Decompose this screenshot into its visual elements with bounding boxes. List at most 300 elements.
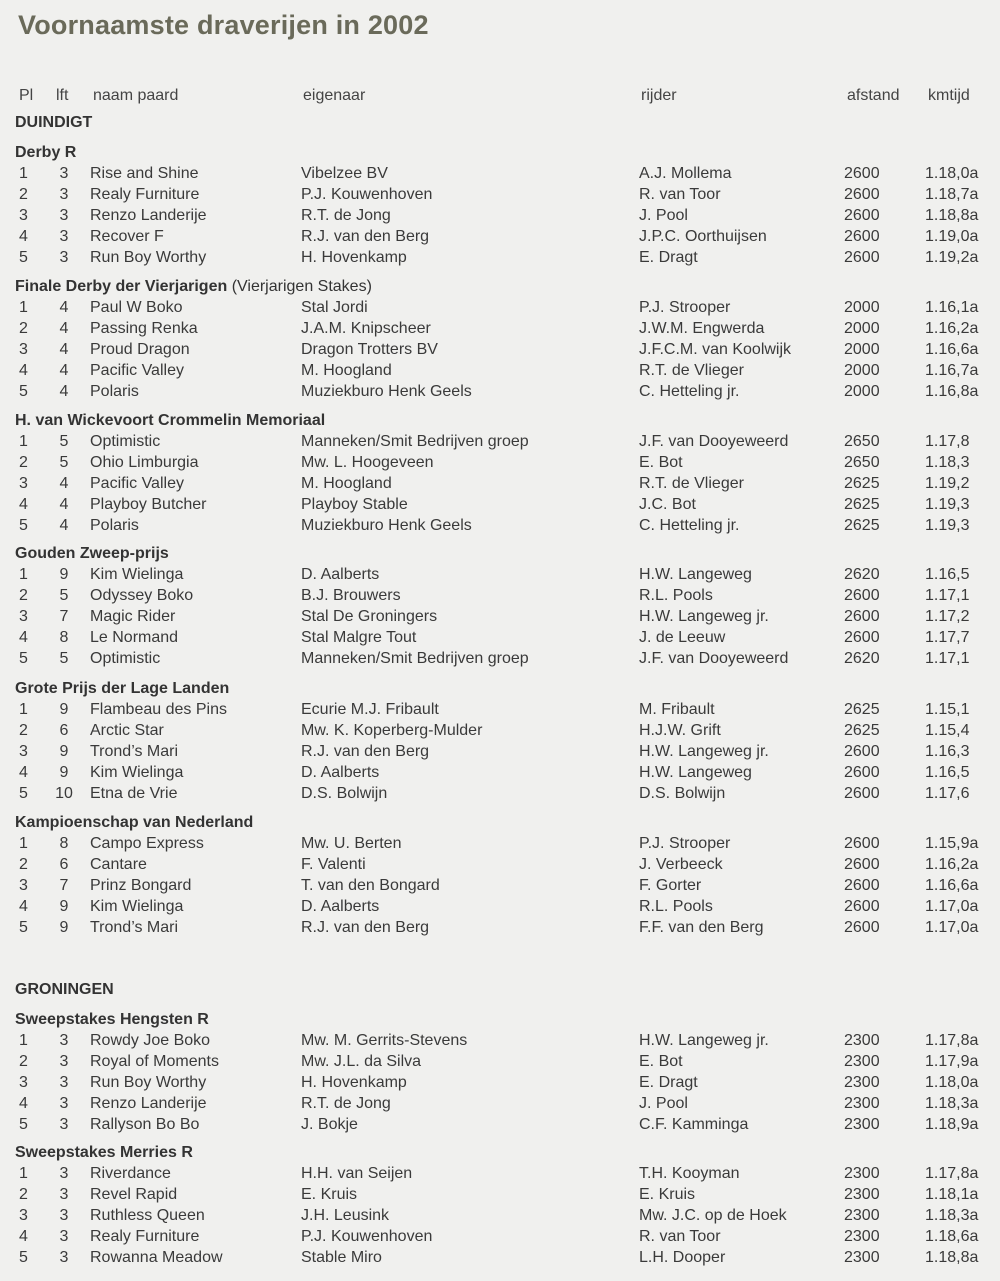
place-cell: 4 (19, 1094, 28, 1112)
table-row (0, 764, 1000, 785)
driver-cell: F. Gorter (639, 876, 702, 894)
age-cell: 3 (59, 1185, 69, 1203)
table-row (0, 1032, 1000, 1053)
km-time-cell: 1.17,0a (925, 918, 979, 936)
distance-cell: 2600 (844, 185, 880, 203)
table-row (0, 856, 1000, 877)
distance-cell: 2600 (844, 835, 880, 852)
owner-cell: Vibelzee BV (301, 165, 388, 182)
age-cell: 3 (59, 1248, 69, 1266)
km-time-cell: 1.18,0a (925, 165, 979, 182)
km-time-cell: 1.17,6 (925, 784, 970, 802)
place-cell: 4 (19, 897, 28, 915)
place-cell: 3 (19, 607, 28, 625)
table-row (0, 517, 1000, 538)
place-cell: 1 (19, 299, 28, 316)
place-cell: 5 (19, 516, 28, 534)
place-cell: 3 (19, 206, 28, 224)
table-row (0, 249, 1000, 270)
race-name: Grote Prijs der Lage Landen (15, 680, 230, 697)
age-cell: 10 (55, 784, 73, 802)
distance-cell: 2600 (844, 763, 880, 781)
table-row (0, 722, 1000, 743)
driver-cell: J. Pool (639, 206, 688, 224)
place-cell: 2 (19, 1185, 28, 1203)
race-name: Finale Derby der Vierjarigen (15, 278, 228, 295)
horse-name-cell: Trond’s Mari (90, 742, 179, 760)
table-row (0, 877, 1000, 898)
race-heading (15, 1144, 193, 1162)
age-cell: 4 (59, 319, 69, 337)
horse-name-cell: Rallyson Bo Bo (90, 1115, 200, 1133)
horse-name-cell: Rowanna Meadow (90, 1248, 223, 1266)
place-cell: 2 (19, 586, 28, 604)
distance-cell: 2600 (844, 742, 880, 760)
race-name: Derby R (15, 144, 77, 161)
owner-cell: Manneken/Smit Bedrijven groep (301, 649, 529, 667)
horse-name-cell: Odyssey Boko (90, 586, 194, 604)
km-time-cell: 1.16,2a (925, 855, 979, 873)
table-row (0, 341, 1000, 362)
distance-cell: 2300 (844, 1073, 880, 1091)
age-cell: 6 (59, 721, 69, 739)
owner-cell: R.J. van den Berg (301, 742, 430, 760)
place-cell: 4 (19, 361, 28, 379)
place-cell: 4 (19, 495, 28, 513)
age-cell: 4 (59, 495, 69, 513)
distance-cell: 2300 (844, 1165, 880, 1182)
distance-cell: 2620 (844, 566, 880, 583)
distance-cell: 2000 (844, 382, 880, 400)
owner-cell: P.J. Kouwenhoven (301, 1227, 433, 1245)
owner-cell: Mw. L. Hoogeveen (301, 453, 434, 471)
distance-cell: 2625 (844, 701, 880, 718)
age-cell: 3 (59, 165, 69, 182)
owner-cell: Stable Miro (301, 1248, 382, 1266)
horse-name-cell: Pacific Valley (90, 474, 184, 492)
distance-cell: 2650 (844, 453, 880, 471)
table-row (0, 496, 1000, 517)
table-row (0, 1074, 1000, 1095)
distance-cell: 2625 (844, 495, 880, 513)
age-cell: 3 (59, 1206, 69, 1224)
distance-cell: 2600 (844, 206, 880, 224)
horse-name-cell: Cantare (90, 855, 147, 873)
driver-cell: R.T. de Vlieger (639, 361, 744, 379)
place-cell: 2 (19, 855, 28, 873)
owner-cell: M. Hoogland (301, 361, 392, 379)
km-time-cell: 1.16,6a (925, 876, 979, 894)
driver-cell: C.F. Kamminga (639, 1115, 749, 1133)
race-name: Sweepstakes Hengsten R (15, 1011, 209, 1028)
driver-cell: E. Dragt (639, 248, 698, 266)
place-cell: 3 (19, 340, 28, 358)
table-row (0, 433, 1000, 454)
horse-name-cell: Riverdance (90, 1165, 171, 1182)
distance-cell: 2000 (844, 361, 880, 379)
age-cell: 3 (59, 1115, 69, 1133)
horse-name-cell: Run Boy Worthy (90, 248, 207, 266)
table-row (0, 299, 1000, 320)
horse-name-cell: Prinz Bongard (90, 876, 192, 894)
region-heading: DUINDIGT (15, 114, 93, 131)
owner-cell: Stal Malgre Tout (301, 628, 417, 646)
owner-cell: H. Hovenkamp (301, 248, 407, 266)
driver-cell: E. Bot (639, 1052, 683, 1070)
place-cell: 4 (19, 227, 28, 245)
col-afstand-header: afstand (847, 87, 900, 104)
driver-cell: J.P.C. Oorthuijsen (639, 227, 767, 245)
owner-cell: E. Kruis (301, 1185, 358, 1203)
place-cell: 1 (19, 566, 28, 583)
km-time-cell: 1.18,7a (925, 185, 979, 203)
km-time-cell: 1.15,1 (925, 701, 970, 718)
owner-cell: Muziekburo Henk Geels (301, 516, 472, 534)
age-cell: 9 (59, 742, 69, 760)
table-row (0, 475, 1000, 496)
distance-cell: 2600 (844, 227, 880, 245)
driver-cell: J.C. Bot (639, 495, 696, 513)
driver-cell: J. Pool (639, 1094, 688, 1112)
col-rijder-header: rijder (641, 87, 677, 104)
age-cell: 9 (59, 763, 69, 781)
table-row (0, 320, 1000, 341)
horse-name-cell: Revel Rapid (90, 1185, 178, 1203)
horse-name-cell: Campo Express (90, 835, 204, 852)
distance-cell: 2000 (844, 299, 880, 316)
driver-cell: C. Hetteling jr. (639, 516, 740, 534)
age-cell: 3 (59, 1032, 69, 1049)
km-time-cell: 1.17,8a (925, 1032, 979, 1049)
horse-name-cell: Paul W Boko (90, 299, 183, 316)
race-heading (15, 144, 76, 162)
km-time-cell: 1.17,1 (925, 586, 970, 604)
horse-name-cell: Trond’s Mari (90, 918, 179, 936)
table-row (0, 898, 1000, 919)
race-heading (15, 412, 325, 430)
driver-cell: J.F. van Dooyeweerd (639, 649, 789, 667)
horse-name-cell: Royal of Moments (90, 1052, 219, 1070)
horse-name-cell: Polaris (90, 382, 139, 400)
place-cell: 2 (19, 185, 28, 203)
driver-cell: R.T. de Vlieger (639, 474, 744, 492)
table-row (0, 186, 1000, 207)
km-time-cell: 1.16,7a (925, 361, 979, 379)
driver-cell: F.F. van den Berg (639, 918, 764, 936)
col-pl-header: Pl (19, 87, 34, 104)
owner-cell: R.J. van den Berg (301, 918, 430, 936)
km-time-cell: 1.17,2 (925, 607, 970, 625)
driver-cell: H.W. Langeweg (639, 566, 752, 583)
driver-cell: C. Hetteling jr. (639, 382, 740, 400)
race-heading (15, 545, 169, 563)
age-cell: 5 (59, 649, 69, 667)
table-row (0, 785, 1000, 806)
distance-cell: 2625 (844, 721, 880, 739)
table-row (0, 383, 1000, 404)
driver-cell: P.J. Strooper (639, 835, 731, 852)
age-cell: 9 (59, 918, 69, 936)
age-cell: 4 (59, 299, 69, 316)
distance-cell: 2300 (844, 1115, 880, 1133)
owner-cell: H.H. van Seijen (301, 1165, 413, 1182)
owner-cell: Dragon Trotters BV (301, 340, 438, 358)
place-cell: 3 (19, 876, 28, 894)
age-cell: 5 (59, 433, 69, 450)
table-row (0, 1116, 1000, 1137)
table-row (0, 629, 1000, 650)
owner-cell: J.A.M. Knipscheer (301, 319, 431, 337)
owner-cell: D. Aalberts (301, 566, 380, 583)
km-time-cell: 1.18,6a (925, 1227, 979, 1245)
table-row (0, 701, 1000, 722)
km-time-cell: 1.19,0a (925, 227, 979, 245)
distance-cell: 2300 (844, 1248, 880, 1266)
age-cell: 3 (59, 185, 69, 203)
table-row (0, 835, 1000, 856)
km-time-cell: 1.15,9a (925, 835, 979, 852)
km-time-cell: 1.16,6a (925, 340, 979, 358)
driver-cell: J. Verbeeck (639, 855, 723, 873)
owner-cell: Mw. J.L. da Silva (301, 1052, 422, 1070)
place-cell: 5 (19, 784, 28, 802)
age-cell: 7 (59, 876, 69, 894)
horse-name-cell: Pacific Valley (90, 361, 184, 379)
distance-cell: 2000 (844, 319, 880, 337)
race-heading (15, 680, 229, 698)
col-lft-header: lft (56, 87, 69, 104)
owner-cell: Ecurie M.J. Fribault (301, 701, 439, 718)
age-cell: 3 (59, 248, 69, 266)
owner-cell: Muziekburo Henk Geels (301, 382, 472, 400)
age-cell: 9 (59, 897, 69, 915)
race-subtitle: (Vierjarigen Stakes) (231, 278, 372, 295)
km-time-cell: 1.17,8 (925, 433, 970, 450)
distance-cell: 2625 (844, 474, 880, 492)
km-time-cell: 1.18,3a (925, 1094, 979, 1112)
horse-name-cell: Renzo Landerije (90, 206, 207, 224)
owner-cell: D. Aalberts (301, 763, 380, 781)
table-row (0, 608, 1000, 629)
place-cell: 4 (19, 1227, 28, 1245)
km-time-cell: 1.19,3 (925, 495, 970, 513)
distance-cell: 2600 (844, 248, 880, 266)
owner-cell: Stal Jordi (301, 299, 368, 316)
owner-cell: T. van den Bongard (301, 876, 440, 894)
distance-cell: 2625 (844, 516, 880, 534)
age-cell: 4 (59, 516, 69, 534)
race-name: Kampioenschap van Nederland (15, 814, 254, 831)
place-cell: 1 (19, 701, 28, 718)
race-name: Gouden Zweep-prijs (15, 545, 169, 562)
km-time-cell: 1.18,9a (925, 1115, 979, 1133)
horse-name-cell: Realy Furniture (90, 1227, 200, 1245)
owner-cell: B.J. Brouwers (301, 586, 401, 604)
km-time-cell: 1.19,2a (925, 248, 979, 266)
distance-cell: 2600 (844, 855, 880, 873)
owner-cell: R.J. van den Berg (301, 227, 430, 245)
table-row (0, 362, 1000, 383)
place-cell: 2 (19, 453, 28, 471)
distance-cell: 2620 (844, 649, 880, 667)
owner-cell: Mw. M. Gerrits-Stevens (301, 1032, 468, 1049)
horse-name-cell: Passing Renka (90, 319, 198, 337)
age-cell: 9 (59, 566, 69, 583)
km-time-cell: 1.18,3 (925, 453, 970, 471)
horse-name-cell: Etna de Vrie (90, 784, 178, 802)
km-time-cell: 1.18,3a (925, 1206, 979, 1224)
age-cell: 3 (59, 206, 69, 224)
age-cell: 9 (59, 701, 69, 718)
km-time-cell: 1.16,2a (925, 319, 979, 337)
horse-name-cell: Kim Wielinga (90, 566, 184, 583)
driver-cell: H.W. Langeweg jr. (639, 607, 769, 625)
age-cell: 8 (59, 628, 69, 646)
horse-name-cell: Renzo Landerije (90, 1094, 207, 1112)
place-cell: 1 (19, 835, 28, 852)
distance-cell: 2650 (844, 433, 880, 450)
km-time-cell: 1.19,3 (925, 516, 970, 534)
place-cell: 3 (19, 742, 28, 760)
distance-cell: 2300 (844, 1206, 880, 1224)
horse-name-cell: Optimistic (90, 433, 161, 450)
driver-cell: M. Fribault (639, 701, 715, 718)
km-time-cell: 1.18,8a (925, 206, 979, 224)
horse-name-cell: Polaris (90, 516, 139, 534)
col-eigenaar-header: eigenaar (303, 87, 366, 104)
age-cell: 8 (59, 835, 69, 852)
owner-cell: H. Hovenkamp (301, 1073, 407, 1091)
horse-name-cell: Magic Rider (90, 607, 176, 625)
horse-name-cell: Proud Dragon (90, 340, 190, 358)
driver-cell: R.L. Pools (639, 897, 713, 915)
owner-cell: Playboy Stable (301, 495, 408, 513)
distance-cell: 2000 (844, 340, 880, 358)
age-cell: 3 (59, 1227, 69, 1245)
place-cell: 2 (19, 721, 28, 739)
distance-cell: 2300 (844, 1227, 880, 1245)
km-time-cell: 1.18,8a (925, 1248, 979, 1266)
place-cell: 3 (19, 1206, 28, 1224)
place-cell: 3 (19, 474, 28, 492)
table-row (0, 454, 1000, 475)
distance-cell: 2300 (844, 1094, 880, 1112)
km-time-cell: 1.16,5 (925, 566, 970, 583)
table-row (0, 1165, 1000, 1186)
distance-cell: 2600 (844, 784, 880, 802)
table-row (0, 1053, 1000, 1074)
table-row (0, 1095, 1000, 1116)
place-cell: 4 (19, 763, 28, 781)
driver-cell: R. van Toor (639, 1227, 721, 1245)
place-cell: 2 (19, 319, 28, 337)
age-cell: 3 (59, 1165, 69, 1182)
km-time-cell: 1.18,0a (925, 1073, 979, 1091)
owner-cell: D. Aalberts (301, 897, 380, 915)
distance-cell: 2600 (844, 876, 880, 894)
age-cell: 4 (59, 340, 69, 358)
km-time-cell: 1.16,1a (925, 299, 979, 316)
owner-cell: Mw. K. Koperberg-Mulder (301, 721, 483, 739)
owner-cell: D.S. Bolwijn (301, 784, 388, 802)
km-time-cell: 1.15,4 (925, 721, 970, 739)
table-row (0, 228, 1000, 249)
horse-name-cell: Rise and Shine (90, 165, 199, 182)
race-heading (15, 1011, 209, 1029)
age-cell: 6 (59, 855, 69, 873)
driver-cell: H.W. Langeweg (639, 763, 752, 781)
km-time-cell: 1.16,3 (925, 742, 970, 760)
owner-cell: Stal De Groningers (301, 607, 438, 625)
age-cell: 4 (59, 474, 69, 492)
owner-cell: J. Bokje (301, 1115, 358, 1133)
table-row (0, 1207, 1000, 1228)
driver-cell: J.W.M. Engwerda (639, 319, 765, 337)
age-cell: 3 (59, 1094, 69, 1112)
driver-cell: J.F.C.M. van Koolwijk (639, 340, 792, 358)
table-row (0, 207, 1000, 228)
horse-name-cell: Ohio Limburgia (90, 453, 199, 471)
horse-name-cell: Realy Furniture (90, 185, 200, 203)
distance-cell: 2600 (844, 897, 880, 915)
owner-cell: P.J. Kouwenhoven (301, 185, 433, 203)
table-row (0, 566, 1000, 587)
owner-cell: R.T. de Jong (301, 1094, 391, 1112)
race-heading (15, 278, 372, 296)
distance-cell: 2300 (844, 1052, 880, 1070)
place-cell: 1 (19, 1032, 28, 1049)
horse-name-cell: Flambeau des Pins (90, 701, 227, 718)
driver-cell: T.H. Kooyman (639, 1165, 740, 1182)
age-cell: 3 (59, 227, 69, 245)
age-cell: 5 (59, 453, 69, 471)
horse-name-cell: Le Normand (90, 628, 179, 646)
place-cell: 3 (19, 1073, 28, 1091)
owner-cell: Mw. U. Berten (301, 835, 402, 852)
age-cell: 7 (59, 607, 69, 625)
km-time-cell: 1.17,0a (925, 897, 979, 915)
place-cell: 1 (19, 433, 28, 450)
km-time-cell: 1.17,8a (925, 1165, 979, 1182)
horse-name-cell: Kim Wielinga (90, 897, 184, 915)
table-row (0, 1228, 1000, 1249)
table-row (0, 650, 1000, 671)
owner-cell: R.T. de Jong (301, 206, 391, 224)
driver-cell: R. van Toor (639, 185, 721, 203)
driver-cell: H.W. Langeweg jr. (639, 1032, 769, 1049)
distance-cell: 2600 (844, 918, 880, 936)
col-naam-header: naam paard (93, 87, 179, 104)
place-cell: 1 (19, 165, 28, 182)
horse-name-cell: Rowdy Joe Boko (90, 1032, 211, 1049)
horse-name-cell: Optimistic (90, 649, 161, 667)
driver-cell: P.J. Strooper (639, 299, 731, 316)
place-cell: 5 (19, 1248, 28, 1266)
driver-cell: D.S. Bolwijn (639, 784, 726, 802)
distance-cell: 2600 (844, 628, 880, 646)
age-cell: 3 (59, 1052, 69, 1070)
km-time-cell: 1.18,1a (925, 1185, 979, 1203)
distance-cell: 2300 (844, 1185, 880, 1203)
owner-cell: F. Valenti (301, 855, 366, 873)
col-kmtijd-header: kmtijd (928, 87, 970, 104)
driver-cell: L.H. Dooper (639, 1248, 726, 1266)
horse-name-cell: Arctic Star (90, 721, 164, 739)
race-name: H. van Wickevoort Crommelin Memoriaal (15, 412, 326, 429)
horse-name-cell: Run Boy Worthy (90, 1073, 207, 1091)
age-cell: 3 (59, 1073, 69, 1091)
table-row (0, 743, 1000, 764)
